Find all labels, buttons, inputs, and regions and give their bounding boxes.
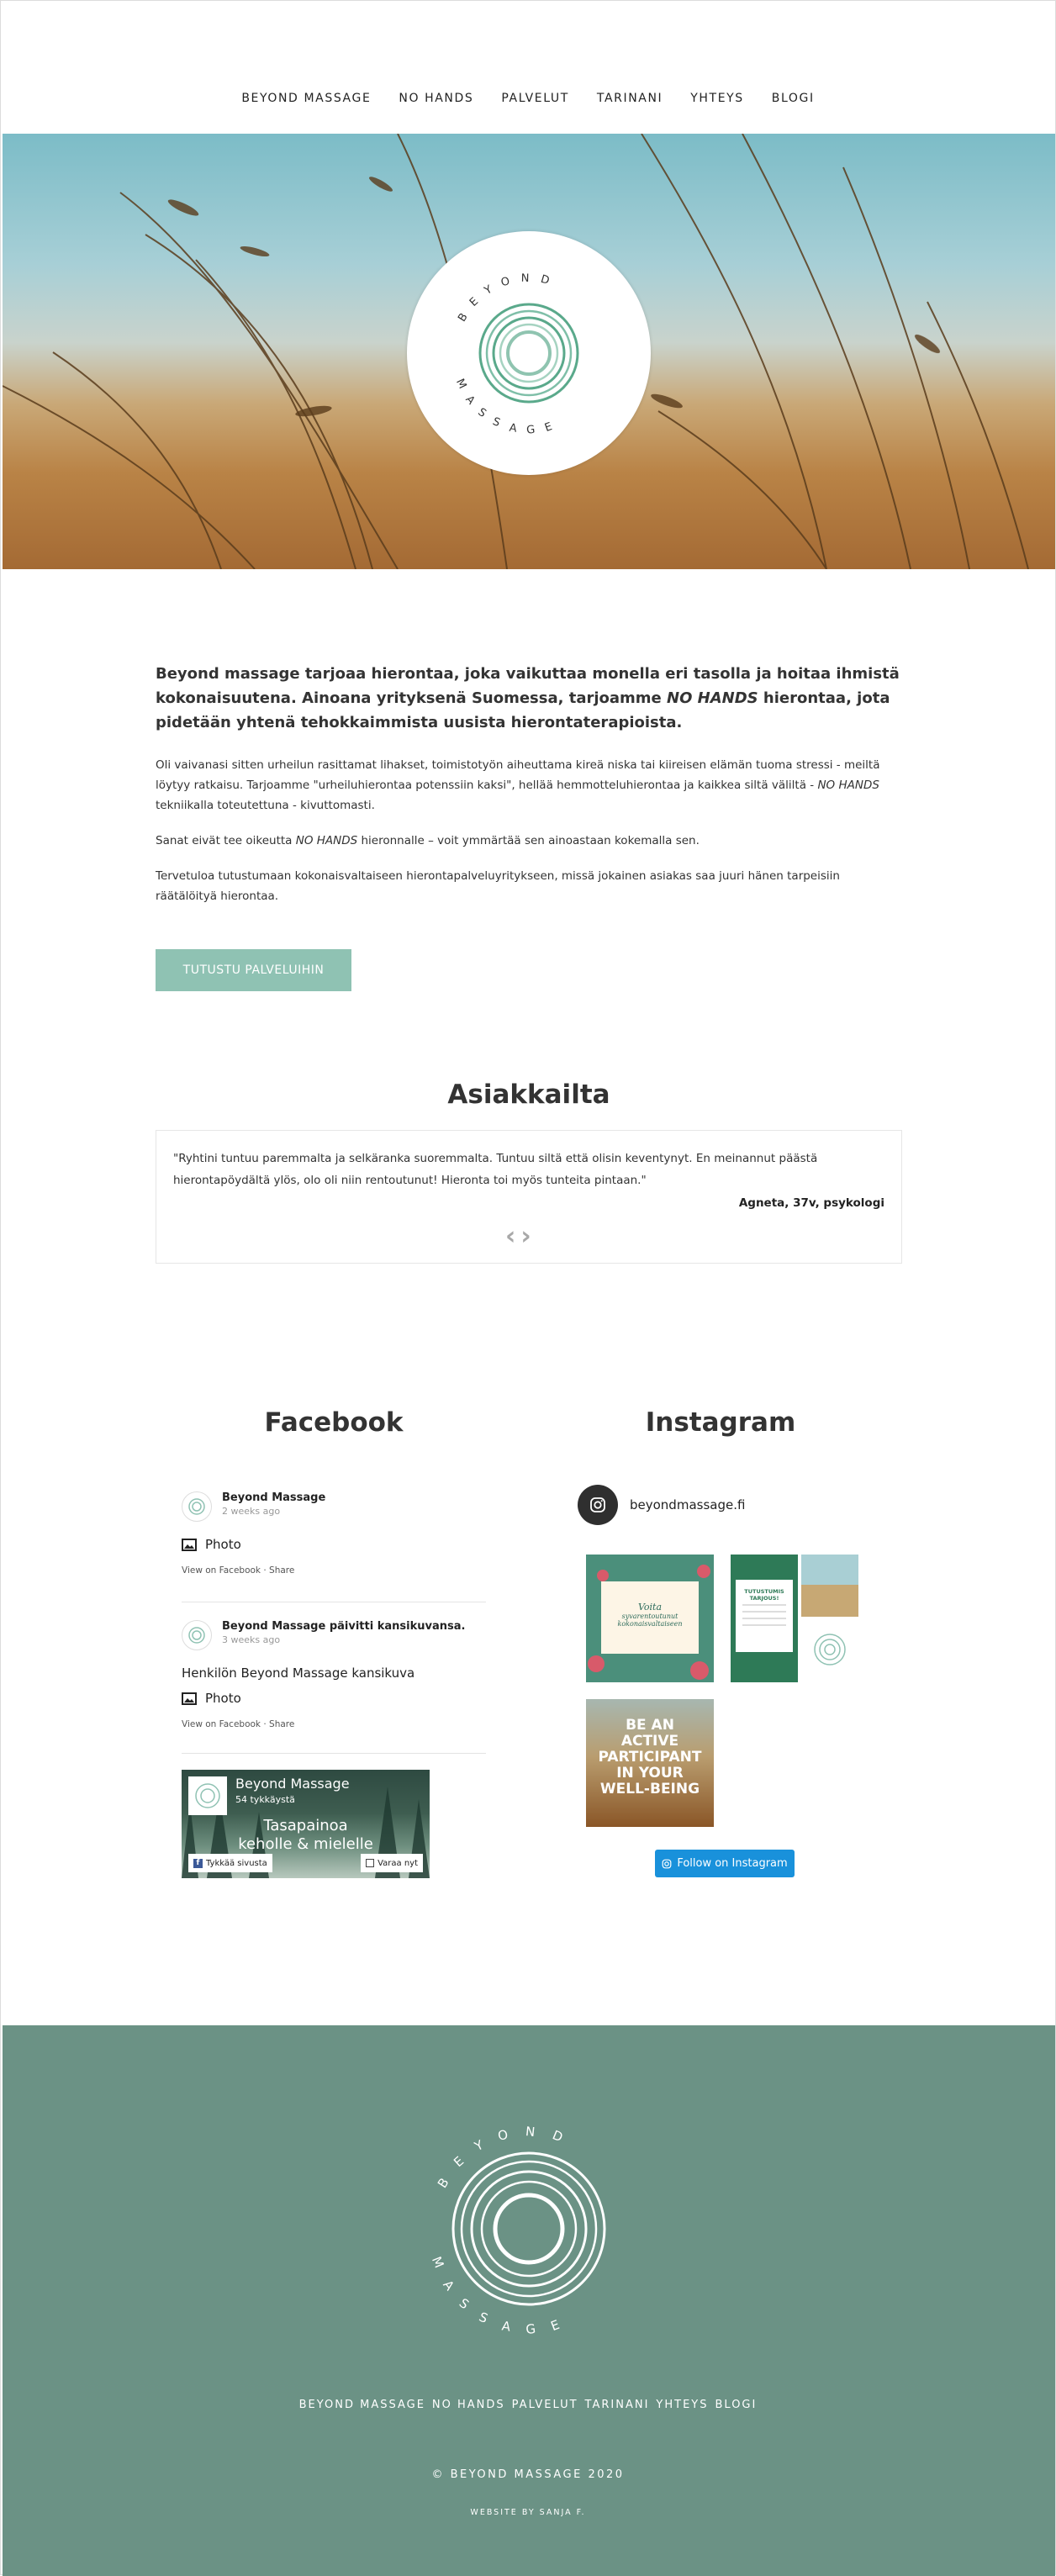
logo-text-top: BEYOND bbox=[456, 272, 562, 325]
footer-logo-bottom: MASSAGE bbox=[428, 2254, 578, 2337]
tile-text: TUTUSTUMIS TARJOUS! bbox=[744, 1588, 784, 1602]
nav-item-palvelut[interactable]: PALVELUT bbox=[501, 92, 569, 105]
facebook-banner-slogan-1: Tasapainoa bbox=[263, 1817, 348, 1834]
facebook-post-author[interactable]: Beyond Massage päivitti kansikuvansa. bbox=[222, 1620, 466, 1633]
instagram-avatar bbox=[578, 1485, 618, 1525]
brand-mini-logo-icon bbox=[187, 1625, 207, 1645]
footer-nav-blogi[interactable]: BLOGI bbox=[715, 2399, 758, 2411]
instagram-title: Instagram bbox=[645, 1407, 796, 1438]
brand-mini-logo-icon bbox=[187, 1497, 207, 1517]
tile-text: kokonaisvaltaiseen bbox=[617, 1620, 683, 1628]
follow-label: Follow on Instagram bbox=[677, 1857, 788, 1870]
facebook-title: Facebook bbox=[264, 1407, 404, 1438]
facebook-post bbox=[182, 1620, 486, 1729]
instagram-icon bbox=[662, 1859, 672, 1869]
facebook-like-page-button[interactable] bbox=[188, 1854, 272, 1872]
facebook-banner-slogan-2: keholle & mielelle bbox=[238, 1835, 373, 1853]
tile-text: IN YOUR bbox=[616, 1765, 684, 1782]
brand-mini-logo-icon bbox=[193, 1781, 223, 1811]
intro-lead: Beyond massage tarjoaa hierontaa, joka vaikuttaa monella eri tasolla ja hoitaa ihmistä kokonaisuutena. Ainoana yrityksenä Suomessa, tarjoamme NO HANDS hierontaa, jota pidetään yhtenä tehokkaimmista uusista hierontaterapioista. bbox=[156, 665, 900, 731]
footer-nav-tarinani[interactable]: TARINANI bbox=[584, 2399, 650, 2411]
facebook-post-text: Henkilön Beyond Massage kansikuva bbox=[182, 1665, 415, 1681]
divider bbox=[182, 1753, 486, 1754]
calendar-icon bbox=[366, 1859, 374, 1867]
chevron-left-icon[interactable]: ‹ bbox=[505, 1222, 516, 1251]
beyond-massage-logo bbox=[407, 231, 651, 475]
facebook-post-author[interactable]: Beyond Massage bbox=[222, 1491, 326, 1504]
image-icon bbox=[182, 1692, 197, 1705]
tile-text: BE AN bbox=[626, 1717, 674, 1734]
footer-nav-palvelut[interactable]: PALVELUT bbox=[511, 2399, 578, 2411]
hero-banner bbox=[3, 134, 1055, 569]
tile-text: syvarentoutunut bbox=[621, 1613, 678, 1620]
svg-text:MASSAGE bbox=[453, 377, 564, 436]
follow-on-instagram-button[interactable] bbox=[655, 1850, 795, 1877]
instagram-post[interactable] bbox=[586, 1699, 714, 1827]
facebook-like-label: Tykkää sivusta bbox=[206, 1858, 267, 1868]
chevron-right-icon[interactable]: › bbox=[520, 1222, 531, 1251]
image-icon bbox=[182, 1539, 197, 1551]
facebook-post bbox=[182, 1491, 486, 1576]
facebook-page-likes: 54 tykkäystä bbox=[235, 1794, 295, 1805]
copyright: © BEYOND MASSAGE 2020 bbox=[431, 2468, 625, 2481]
instagram-icon bbox=[589, 1497, 606, 1513]
footer-logo-top: BEYOND bbox=[434, 2124, 581, 2191]
services-button[interactable]: TUTUSTU PALVELUIHIN bbox=[156, 949, 351, 991]
instagram-post[interactable] bbox=[586, 1555, 714, 1682]
view-on-facebook-link[interactable]: View on Facebook bbox=[182, 1565, 261, 1576]
logo-text-bottom: MASSAGE bbox=[453, 377, 565, 437]
instagram-handle: beyondmassage.fi bbox=[630, 1497, 746, 1512]
facebook-avatar[interactable] bbox=[182, 1620, 212, 1650]
nav-item-tarinani[interactable]: TARINANI bbox=[596, 92, 663, 105]
footer-nav-beyond-massage[interactable]: BEYOND MASSAGE bbox=[298, 2399, 425, 2411]
nav-item-yhteys[interactable]: YHTEYS bbox=[690, 92, 744, 105]
testimonial-author: Agneta, 37v, psykologi bbox=[738, 1196, 884, 1210]
facebook-book-now-button[interactable] bbox=[361, 1854, 423, 1872]
instagram-post[interactable] bbox=[731, 1555, 858, 1682]
tile-text: ACTIVE bbox=[620, 1733, 679, 1750]
footer-nav-yhteys[interactable]: YHTEYS bbox=[656, 2399, 709, 2411]
footer-nav-no-hands[interactable]: NO HANDS bbox=[431, 2399, 505, 2411]
facebook-post-links: View on Facebook · Share bbox=[182, 1719, 295, 1729]
facebook-page-banner[interactable] bbox=[182, 1770, 430, 1878]
facebook-icon: f bbox=[193, 1859, 203, 1868]
testimonials-title: Asiakkailta bbox=[447, 1079, 610, 1110]
website-credit: WEBSITE BY SANJA F. bbox=[470, 2508, 586, 2517]
testimonial-arrows bbox=[505, 1224, 531, 1249]
intro-paragraph-3: Tervetuloa tutustumaan kokonaisvaltaiseen hierontapalveluyritykseen, missä jokainen asiakas saa juuri hänen tarpeisiin räätälöityä hierontaa. bbox=[156, 869, 840, 903]
nav-item-no-hands[interactable]: NO HANDS bbox=[399, 92, 474, 105]
view-on-facebook-link[interactable]: View on Facebook bbox=[182, 1719, 261, 1729]
footer bbox=[3, 2025, 1055, 2576]
instagram-profile[interactable] bbox=[578, 1485, 745, 1525]
intro-paragraph-2: Sanat eivät tee oikeutta NO HANDS hieronnalle – voit ymmärtää sen ainoastaan kokemalla sen. bbox=[156, 834, 700, 847]
nav-item-blogi[interactable]: BLOGI bbox=[771, 92, 815, 105]
brand-logo-circle bbox=[407, 231, 651, 475]
facebook-post-links: View on Facebook · Share bbox=[182, 1565, 295, 1576]
facebook-photo-link[interactable] bbox=[182, 1537, 486, 1552]
facebook-photo-label: Photo bbox=[205, 1691, 241, 1706]
facebook-book-label: Varaa nyt bbox=[378, 1858, 418, 1868]
share-link[interactable]: Share bbox=[269, 1565, 295, 1576]
main-nav bbox=[1, 92, 1055, 105]
facebook-page-avatar bbox=[188, 1776, 227, 1815]
tile-text: Voita bbox=[637, 1602, 663, 1613]
tile-text: WELL-BEING bbox=[599, 1781, 700, 1797]
testimonial-quote: "Ryhtini tuntuu paremmalta ja selkäranka suoremmalta. Tuntuu siltä että olisin keventynyt. En meinannut päästä hierontapöydältä ylös, olo oli niin rentoutunut! Hieronta toi myös tunteita pintaan." bbox=[173, 1152, 818, 1187]
tile-text: PARTICIPANT bbox=[598, 1749, 702, 1766]
intro-section bbox=[156, 662, 902, 921]
facebook-photo-label: Photo bbox=[205, 1537, 241, 1552]
footer-logo bbox=[403, 2103, 655, 2355]
facebook-post-time: 3 weeks ago bbox=[222, 1634, 281, 1645]
share-link[interactable]: Share bbox=[269, 1719, 295, 1729]
facebook-photo-link[interactable] bbox=[182, 1691, 486, 1706]
intro-paragraph-1: Oli vaivanasi sitten urheilun rasittamat lihakset, toimistotyön aiheuttama kireä niska tai kiireisen elämän tuoma stressi - meiltä löytyy ratkaisu. Tarjoamme "urheiluhierontaa potenssiin kaksi", hellää hemmotteluhierontaa ja kaikkea siltä väliltä - NO HANDS tekniikalla toteutettuna - kivuttomasti. bbox=[156, 758, 880, 812]
facebook-avatar[interactable] bbox=[182, 1491, 212, 1522]
facebook-page-name[interactable]: Beyond Massage bbox=[235, 1776, 350, 1792]
instagram-post-image bbox=[731, 1555, 858, 1682]
nav-item-beyond-massage[interactable]: BEYOND MASSAGE bbox=[241, 92, 372, 105]
footer-nav bbox=[1, 2399, 1055, 2411]
facebook-post-time: 2 weeks ago bbox=[222, 1506, 281, 1517]
